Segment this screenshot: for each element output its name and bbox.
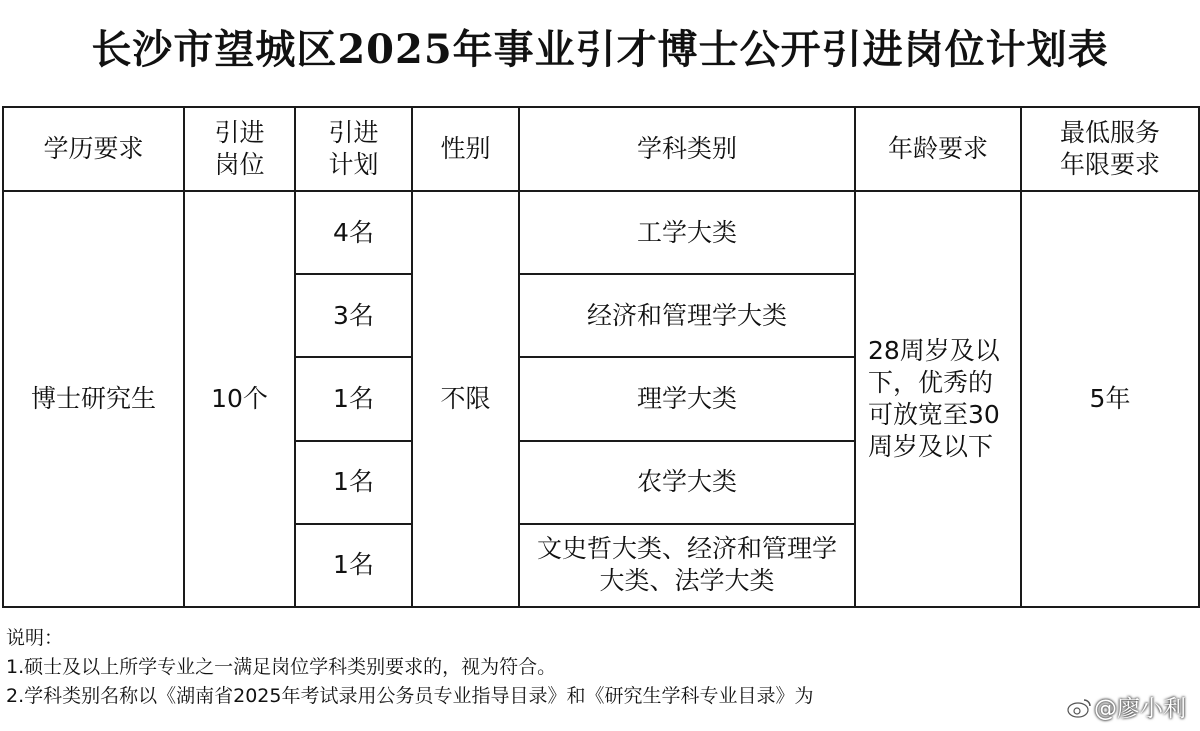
header-gender: 性别: [412, 107, 519, 191]
age-cell: 28周岁及以下，优秀的可放宽至30周岁及以下: [855, 191, 1021, 607]
table-row: [3, 191, 1199, 274]
header-age: 年龄要求: [855, 107, 1021, 191]
page-title: 长沙市望城区2025年事业引才博士公开引进岗位计划表: [91, 26, 1109, 73]
discipline-cell: 经济和管理学大类: [519, 274, 855, 357]
education-cell: 博士研究生: [3, 191, 184, 607]
notes-label: 说明：: [6, 627, 64, 649]
watermark-text: @廖小利: [1094, 696, 1186, 722]
header-discipline: 学科类别: [519, 107, 855, 191]
discipline-cell: 文史哲大类、经济和管理学大类、法学大类: [519, 524, 855, 607]
discipline-cell: 农学大类: [519, 441, 855, 524]
note-item: 2.学科类别名称以《湖南省2025年考试录用公务员专业指导目录》和《研究生学科专业目录》为: [6, 685, 814, 707]
plan-cell: 3名: [295, 274, 412, 357]
plan-cell: 1名: [295, 357, 412, 440]
discipline-cell: 工学大类: [519, 191, 855, 274]
plan-cell: 1名: [295, 524, 412, 607]
service-years-cell: 5年: [1021, 191, 1199, 607]
table-header-row: [3, 107, 1199, 191]
watermark: [1066, 690, 1186, 723]
header-plan: 引进 计划: [295, 107, 412, 191]
position-plan-table: [2, 106, 1200, 608]
weibo-icon: [1066, 697, 1092, 719]
note-item: 1.硕士及以上所学专业之一满足岗位学科类别要求的，视为符合。: [6, 656, 557, 678]
header-education: 学历要求: [3, 107, 184, 191]
plan-cell: 4名: [295, 191, 412, 274]
notes-section: [6, 624, 813, 711]
gender-cell: 不限: [412, 191, 519, 607]
header-position: 引进 岗位: [184, 107, 295, 191]
discipline-cell: 理学大类: [519, 357, 855, 440]
position-count-cell: 10个: [184, 191, 295, 607]
plan-cell: 1名: [295, 441, 412, 524]
header-service: 最低服务 年限要求: [1021, 107, 1199, 191]
